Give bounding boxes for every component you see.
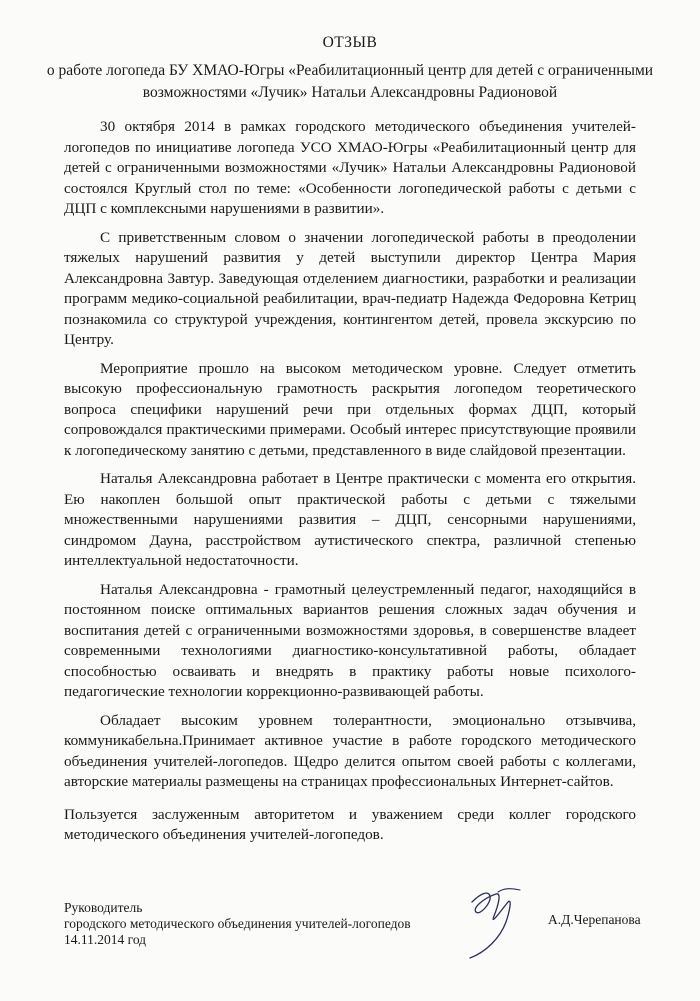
paragraph: Обладает высоким уровнем толерантности, эмоционально отзывчива, коммуникабельна.Принимает активное участие в работе городского методического объединения учителей-логопедов. Щедро делится опытом своей работы с коллегами, авторские материалы размещены на страницах профессиональных Интернет-сайтов. — [64, 711, 636, 790]
paragraph: Наталья Александровна - грамотный целеустремленный педагог, находящийся в постоянном поиске оптимальных вариантов решения сложных задач обучения и воспитания детей с ограниченными возможностями здоровья, в совершенстве владеет современными технологиями диагностико-консультативной работы, обладает способностью осваивать и внедрять в практику работы новые психолого-педагогические технологии коррекционно-развивающей работы. — [64, 580, 636, 700]
paragraph: Мероприятие прошло на высоком методическом уровне. Следует отметить высокую профессиональную грамотность раскрытия логопедом теоретического вопроса специфики нарушений речи при отдельных формах ДЦП, который сопровождался практическими примерами. Особый интерес присутствующие проявили к логопедическому занятию с детьми, представленного в виде слайдовой презентации. — [64, 359, 636, 459]
paragraph: 30 октября 2014 в рамках городского методического объединения учителей-логопедов по инициативе логопеда УСО ХМАО-Югры «Реабилитационный центр для детей с ограниченными возможностями «Лучик» Натальи Александровны Радионовой состоялся Круглый стол по теме: «Особенности логопедической работы с детьми с ДЦП с комплексными нарушениями в развитии». — [64, 118, 636, 217]
signer-title-line1: Руководитель — [64, 900, 143, 915]
signer-block — [64, 900, 484, 948]
paragraph: Наталья Александровна работает в Центре практически с момента его открытия. Ею накоплен большой опыт практической работы с детьми с тяжелыми множественными нарушениями развития – ДЦП, сенсорными нарушениями, синдромом Дауна, расстройством аутистического спектра, различной степенью интеллектуальной недостаточности. — [64, 470, 636, 569]
handwritten-signature — [450, 872, 540, 962]
signer-title-line2: городского методического объединения учителей-логопедов — [64, 916, 411, 931]
signer-name: А.Д.Черепанова — [548, 912, 641, 927]
document-body — [64, 117, 636, 854]
document-subtitle: о работе логопеда БУ ХМАО-Югры «Реабилитационный центр для детей с ограниченными возможностями «Лучик» Натальи Александровны Радионовой — [46, 62, 654, 101]
document-title: ОТЗЫВ — [322, 34, 378, 51]
document-date: 14.11.2014 год — [64, 932, 147, 947]
paragraph: С приветственным словом о значении логопедической работы в преодолении тяжелых нарушений развития у детей выступили директор Центра Мария Александровна Завтур. Заведующая отделением диагностики, разработки и реализации программ медико-социальной реабилитации, врач-педиатр Надежда Федоровна Кетриц познакомила со структурой учреждения, контингентом детей, провела экскурсию по Центру. — [64, 228, 636, 348]
closing-paragraph: Пользуется заслуженным авторитетом и уважением среди коллег городского методического объединения учителей-логопедов. — [64, 805, 636, 843]
